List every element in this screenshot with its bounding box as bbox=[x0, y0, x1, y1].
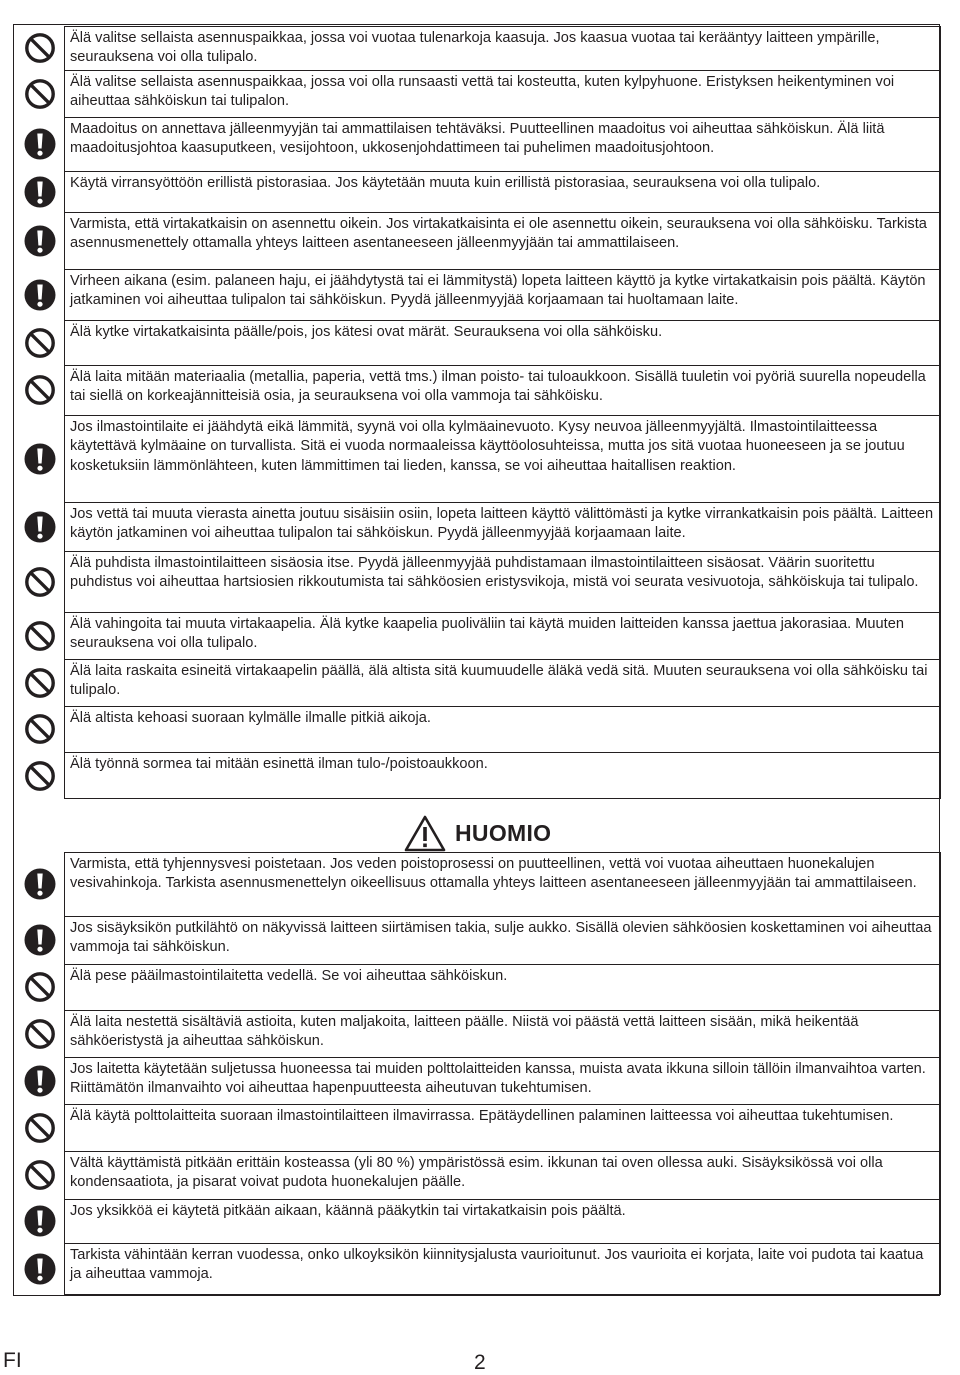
mandatory-action-icon bbox=[24, 1205, 56, 1237]
prohibition-icon bbox=[24, 1112, 56, 1144]
prohibition-icon bbox=[24, 566, 56, 598]
caution-text: Älä käytä polttolaitteita suoraan ilmastointilaitteen ilmavirrassa. Epätäydellinen palaminen laitteessa voi aiheuttaa tukehtumisen. bbox=[70, 1108, 894, 1124]
caution-text: Varmista, että tyhjennysvesi poistetaan. Jos veden poistoprosessi on puutteellinen, vettä voi vuotaa aiheuttaen huonekalujen vesivahinkoja. Tarkista asennusmenettelyn oikeellisuus ottamalla yhteys laitteen asentaneeseen jälleenmyyjään tai ammattilaiseen. bbox=[70, 856, 917, 892]
mandatory-action-icon bbox=[24, 176, 56, 208]
mandatory-action-icon bbox=[24, 225, 56, 257]
warning-text: Älä puhdista ilmastointilaitteen sisäosia itse. Pyydä jälleenmyyjää puhdistamaan ilmastointilaitteen sisäosat. Väärin suoritettu puhdistus voi aiheuttaa hartsiosien rikkoutumista tai sähköosien eristysvikoja, mistä voi seurata vesivuotoja, sähköiskuja tai tulipalo. bbox=[70, 555, 919, 591]
prohibition-icon bbox=[24, 713, 56, 745]
prohibition-icon bbox=[24, 971, 56, 1003]
footer-language: FI bbox=[3, 1349, 22, 1372]
prohibition-icon bbox=[24, 32, 56, 64]
prohibition-icon bbox=[24, 1159, 56, 1191]
warning-text: Älä altista kehoasi suoraan kylmälle ilmalle pitkiä aikoja. bbox=[70, 710, 431, 726]
warning-text: Varmista, että virtakatkaisin on asennettu oikein. Jos virtakatkaisinta ei ole asennettu oikein, seurauksena voi olla sähköisku. Tarkista asennusmenettely ottamalla yhteys laitteen asentaneeseen jälleenmyyjään tai ammattilaiseen. bbox=[70, 216, 927, 252]
warning-text: Älä valitse sellaista asennuspaikkaa, jossa voi vuotaa tulenarkoja kaasuja. Jos kaasua vuotaa tai kerääntyy laitteen ympärille, seurauksena voi olla tulipalo. bbox=[70, 30, 880, 66]
prohibition-icon bbox=[24, 620, 56, 652]
mandatory-action-icon bbox=[24, 128, 56, 160]
warning-text: Virheen aikana (esim. palaneen haju, ei jäähdytystä tai ei lämmitystä) lopeta laitteen käyttö ja kytke virtakatkaisin pois päältä. Käytön jatkaminen voi aiheuttaa tulipalon tai sähköiskun. Pyydä jälleenmyyjää korjaamaan tai huoltamaan laite. bbox=[70, 273, 926, 309]
warning-text: Älä vahingoita tai muuta virtakaapelia. Älä kytke kaapelia puoliväliin tai käytä muiden laitteiden kanssa jaettua jakorasiaa. Muuten seurauksena voi olla tulipalo. bbox=[70, 616, 904, 652]
prohibition-icon bbox=[24, 327, 56, 359]
warning-triangle-icon bbox=[404, 815, 446, 852]
mandatory-action-icon bbox=[24, 868, 56, 900]
caution-heading-text: HUOMIO bbox=[455, 819, 552, 846]
mandatory-action-icon bbox=[24, 1253, 56, 1285]
prohibition-icon bbox=[24, 760, 56, 792]
caution-text: Vältä käyttämistä pitkään erittäin kosteassa (yli 80 %) ympäristössä esim. ikkunan tai oven ollessa auki. Sisäyksikössä voi olla kondensaatiota, ja pisarat voivat pudota huonekalujen päälle. bbox=[70, 1155, 883, 1191]
caution-text: Älä pese pääilmastointilaitetta vedellä. Se voi aiheuttaa sähköiskun. bbox=[70, 968, 508, 984]
warning-text: Käytä virransyöttöön erillistä pistorasiaa. Jos käytetään muuta kuin erillistä pistorasiaa, seurauksena voi olla tulipalo. bbox=[70, 175, 821, 191]
caution-text: Tarkista vähintään kerran vuodessa, onko ulkoyksikön kiinnitysjalusta vaurioitunut. Jos vaurioita ei korjata, laite voi pudota tai kaatua ja aiheuttaa vammoja. bbox=[70, 1247, 924, 1283]
footer-page-number: 2 bbox=[474, 1351, 486, 1374]
warning-text: Älä laita mitään materiaalia (metallia, paperia, vettä tms.) ilman poisto- tai tuloaukkoon. Sisällä tuuletin voi pyöriä suurella nopeudella tai siellä on korkeajännitteisiä osia, ja seurauksena voi olla vammoja tai sähköisku. bbox=[70, 369, 926, 405]
warning-text: Älä kytke virtakatkaisinta päälle/pois, jos kätesi ovat märät. Seurauksena voi olla sähköisku. bbox=[70, 324, 663, 340]
mandatory-action-icon bbox=[24, 511, 56, 543]
warning-text: Jos ilmastointilaite ei jäähdytä eikä lämmitä, syynä voi olla kylmäainevuoto. Kysy neuvoa jälleenmyyjältä. Ilmastointilaitteessa käytettävä kylmäaine on turvallista. Sitä ei vuoda normaaleissa käyttöolosuhteissa, mutta jos sitä vuotaa huoneeseen ja se joutuu kosketuksiin lämmönlähteen, kuten lämmittimen tai lieden, kanssa, se voi aiheuttaa haitallisen reaktion. bbox=[70, 419, 905, 474]
warning-text: Maadoitus on annettava jälleenmyyjän tai ammattilaisen tehtäväksi. Puutteellinen maadoitus voi aiheuttaa sähköiskun. Älä liitä maadoitusjohtoa kaasuputkeen, vesijohtoon, ukkosenjohdattimeen tai puhelimen maadoitusjohtoon. bbox=[70, 121, 885, 157]
mandatory-action-icon bbox=[24, 924, 56, 956]
mandatory-action-icon bbox=[24, 443, 56, 475]
mandatory-action-icon bbox=[24, 279, 56, 311]
mandatory-action-icon bbox=[24, 1065, 56, 1097]
caution-text: Jos laitetta käytetään suljetussa huoneessa tai muiden polttolaitteiden kanssa, muista avata ikkuna silloin tällöin ilmanvaihtoa varten. Riittämätön ilmanvaihto voi aiheuttaa hapenpuutteesta aiheutuvan tukehtumisen. bbox=[70, 1061, 926, 1097]
warning-text: Älä valitse sellaista asennuspaikkaa, jossa voi olla runsaasti vettä tai kosteutta, kuten kylpyhuone. Eristyksen heikentyminen voi aiheuttaa sähköiskun tai tulipalon. bbox=[70, 74, 895, 110]
warning-text: Älä työnnä sormea tai mitään esinettä ilman tulo-/poistoaukkoon. bbox=[70, 756, 488, 772]
caution-text: Jos sisäyksikön putkilähtö on näkyvissä laitteen siirtämisen takia, sulje aukko. Sisällä olevien sähköosien koskettaminen voi aiheuttaa vammoja tai sähköiskun. bbox=[70, 920, 932, 956]
warning-text: Älä laita raskaita esineitä virtakaapelin päällä, älä altista sitä kuumuudelle äläkä vedä sitä. Muuten seurauksena voi olla sähköisku tai tulipalo. bbox=[70, 663, 928, 699]
caution-text: Jos yksikköä ei käytetä pitkään aikaan, käännä pääkytkin tai virtakatkaisin pois päältä. bbox=[70, 1203, 626, 1219]
prohibition-icon bbox=[24, 374, 56, 406]
caution-heading bbox=[404, 814, 551, 852]
caution-text: Älä laita nestettä sisältäviä astioita, kuten maljakoita, laitteen päälle. Niistä voi päästä vettä laitteen sisään, mikä heikentää sähköeristystä ja aiheuttaa sähköiskun. bbox=[70, 1014, 859, 1050]
prohibition-icon bbox=[24, 1018, 56, 1050]
prohibition-icon bbox=[24, 78, 56, 110]
warning-text: Jos vettä tai muuta vierasta ainetta joutuu sisäisiin osiin, lopeta laitteen käyttö välittömästi ja kytke virrankatkaisin pois päältä. Laitteen käytön jatkaminen voi aiheuttaa tulipalon tai sähköiskun. Pyydä jälleenmyyjää korjaamaan laite. bbox=[70, 506, 934, 542]
prohibition-icon bbox=[24, 667, 56, 699]
